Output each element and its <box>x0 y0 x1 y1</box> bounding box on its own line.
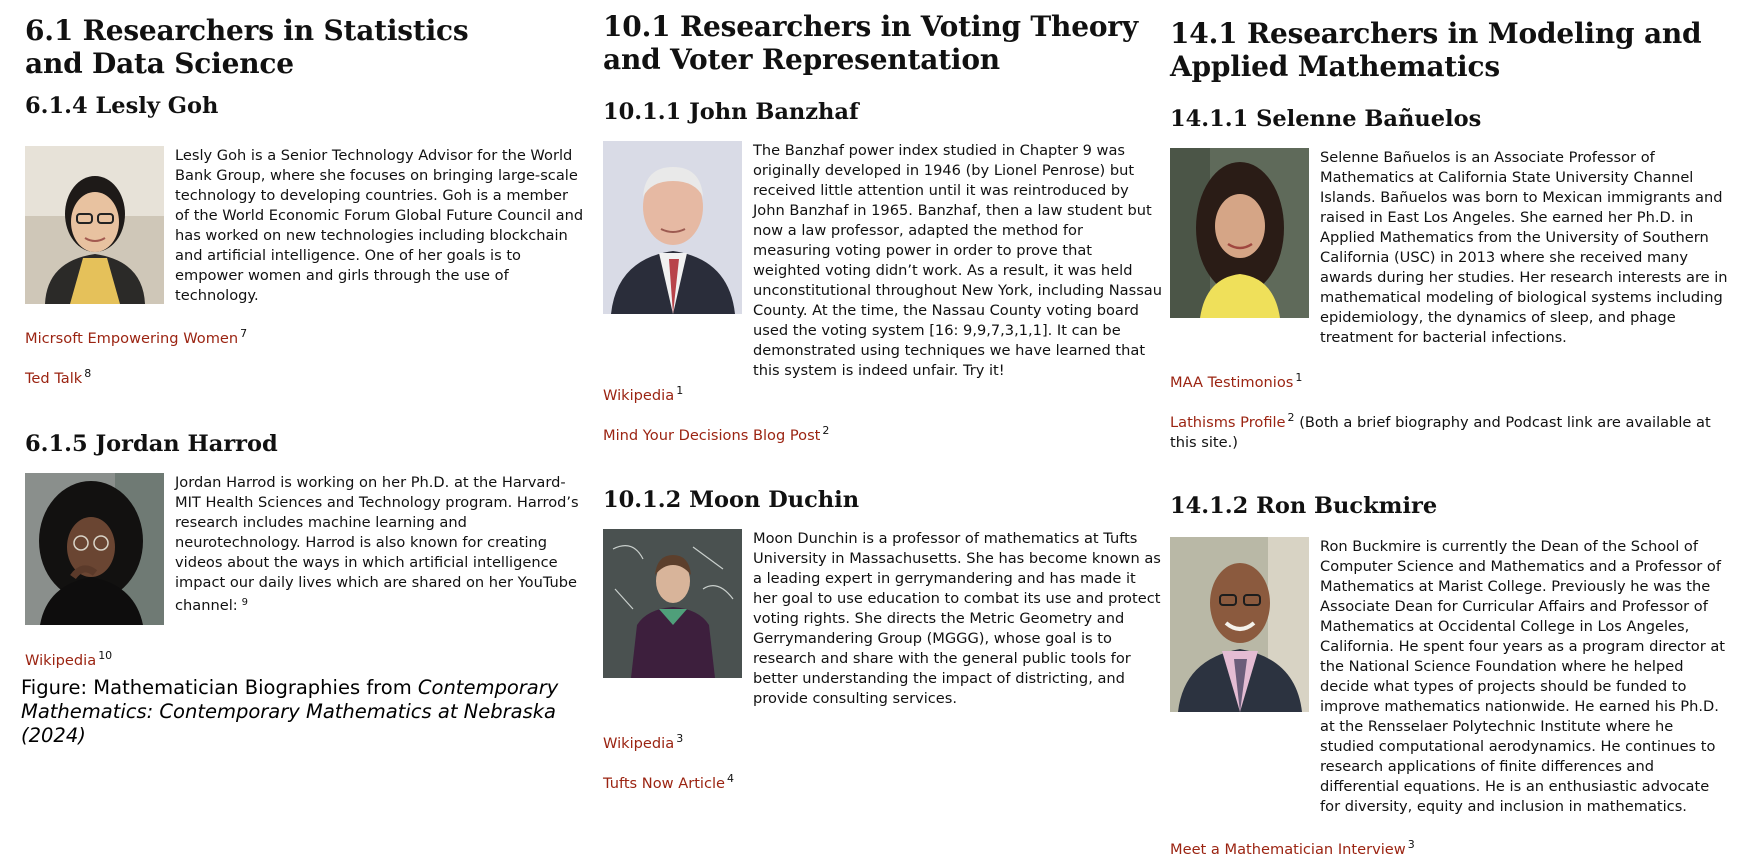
figure-caption <box>21 676 601 748</box>
link-lathisms-profile[interactable] <box>1170 408 1730 453</box>
bio-ron-buckmire: Ron Buckmire is currently the Dean of the School of Computer Science and Mathematics and a Professor of Mathematics at Marist College. Previously he was the Associate Dean for Curricular Affairs and Professor of Mathematics at Occidental College in Los Angeles, California. He spent four years as a program director at the National Science Foundation where he helped decide what types of projects should be funded to improve mathematics nationwide. He earned his Ph.D. at the Rensselaer Polytechnic Institute where he studied computational aerodynamics. He continues to research applications of finite differences and differential equations. He is an enthusiastic advocate for diversity, equity and inclusion in mathematics. <box>1320 538 1726 815</box>
photo-john-banzhaf <box>603 141 742 314</box>
person-heading-duchin: 10.1.2 Moon Duchin <box>603 487 860 513</box>
footnote-ref: 1 <box>676 384 684 397</box>
link-label[interactable]: Wikipedia <box>603 735 675 752</box>
bio-text: Jordan Harrod is working on her Ph.D. at the Harvard-MIT Health Sciences and Technology program. Harrod’s research includes machine learning and neurotechnology. Harrod is also known for creating videos about the ways in which artificial intelligence impact our daily lives which are shared on her YouTube channel: <box>175 474 579 614</box>
bio-john-banzhaf: The Banzhaf power index studied in Chapter 9 was originally developed in 1946 (by Lionel Penrose) but received little attention until it was reintroduced by John Banzhaf in 1965. Banzhaf, then a law student but now a law professor, adapted the method for measuring voting power in order to prove that weighted voting didn’t work. As a result, it was held unconstitutional throughout New York, including Nassau County. At the time, the Nassau County voting board used the voting system [16: 9,9,7,3,1,1]. It can be demonstrated using techniques we have learned that this system is indeed unfair. Try it! <box>753 142 1162 379</box>
photo-ron-buckmire <box>1170 537 1309 712</box>
link-mind-your-decisions[interactable] <box>603 421 829 446</box>
link-wikipedia-harrod[interactable] <box>25 646 112 671</box>
footnote-ref: 2 <box>1287 411 1295 424</box>
footnote-ref: 3 <box>1407 838 1415 851</box>
bio-lesly-goh: Lesly Goh is a Senior Technology Advisor for the World Bank Group, where she focuses on bringing large-scale technology to developing countries. Goh is a member of the World Economic Forum Global Future Council and has worked on new technologies including blockchain and artificial intelligence. One of her goals is to empower women and girls through the use of technology. <box>175 147 584 304</box>
photo-jordan-harrod <box>25 473 164 625</box>
footnote-ref: 4 <box>727 772 735 785</box>
link-label[interactable]: Lathisms Profile <box>1170 414 1286 431</box>
footnote-ref: 3 <box>676 732 684 745</box>
footnote-ref: 2 <box>822 424 830 437</box>
bio-selenne-banuelos: Selenne Bañuelos is an Associate Professor of Mathematics at California State University Channel Islands. Bañuelos was born to Mexican immigrants and raised in East Los Angeles. She earned her Ph.D. in Applied Mathematics from the University of Southern California (USC) in 2013 where she received many awards during her studies. Her research interests are in mathematical modeling of biological systems including epidemiology, the dynamics of sleep, and phage treatment for bacterial infections. <box>1320 149 1728 346</box>
section-title: 14.1 Researchers in Modeling and Applied Mathematics <box>1170 17 1702 83</box>
link-ted-talk[interactable] <box>25 364 91 389</box>
link-label[interactable]: Ted Talk <box>25 370 83 387</box>
caption-title: Contemporary Mathematics: Contemporary Mathematics at Nebraska (2024) <box>21 676 559 747</box>
link-meet-a-mathematician[interactable] <box>1170 835 1415 860</box>
bio-moon-duchin: Moon Dunchin is a professor of mathematics at Tufts University in Massachusetts. She has become known as a leading expert in gerrymandering and has made it her goal to use education to combat its use and protect voting rights. She directs the Metric Geometry and Gerrymandering Group (MGGG), whose goal is to research and share with the general public tools for better understanding the impact of districting, and provide consulting services. <box>753 530 1161 707</box>
photo-selenne-banuelos <box>1170 148 1309 318</box>
bio-jordan-harrod <box>175 473 585 616</box>
link-label[interactable]: Wikipedia <box>25 652 97 669</box>
link-maa-testimonios[interactable] <box>1170 368 1302 393</box>
link-note: (Both a brief biography and Podcast link are available at this site.) <box>1170 414 1711 451</box>
link-label[interactable]: MAA Testimonios <box>1170 374 1294 391</box>
footnote-ref: 9 <box>241 597 249 608</box>
link-label[interactable]: Mind Your Decisions Blog Post <box>603 427 821 444</box>
link-microsoft-empowering-women[interactable] <box>25 324 247 349</box>
person-heading-goh: 6.1.4 Lesly Goh <box>25 93 219 119</box>
section-title: 6.1 Researchers in Statistics and Data Science <box>25 14 469 80</box>
link-label[interactable]: Tufts Now Article <box>603 775 726 792</box>
link-tufts-now-article[interactable] <box>603 769 734 794</box>
section-title: 10.1 Researchers in Voting Theory and Voter Representation <box>603 10 1138 76</box>
person-heading-banzhaf: 10.1.1 John Banzhaf <box>603 99 859 125</box>
photo-moon-duchin <box>603 529 742 678</box>
person-heading-harrod: 6.1.5 Jordan Harrod <box>25 431 278 457</box>
link-label[interactable]: Wikipedia <box>603 387 675 404</box>
person-heading-banuelos: 14.1.1 Selenne Bañuelos <box>1170 106 1482 132</box>
footnote-ref: 1 <box>1295 371 1303 384</box>
caption-prefix: Figure: Mathematician Biographies from <box>21 676 418 699</box>
link-label[interactable]: Micrsoft Empowering Women <box>25 330 239 347</box>
footnote-ref: 8 <box>84 367 92 380</box>
photo-lesly-goh <box>25 146 164 304</box>
link-label[interactable]: Meet a Mathematician Interview <box>1170 841 1406 858</box>
link-wikipedia-banzhaf[interactable] <box>603 381 683 406</box>
link-wikipedia-duchin[interactable] <box>603 729 683 754</box>
footnote-ref: 10 <box>98 649 113 662</box>
person-heading-buckmire: 14.1.2 Ron Buckmire <box>1170 493 1438 519</box>
footnote-ref: 7 <box>240 327 248 340</box>
